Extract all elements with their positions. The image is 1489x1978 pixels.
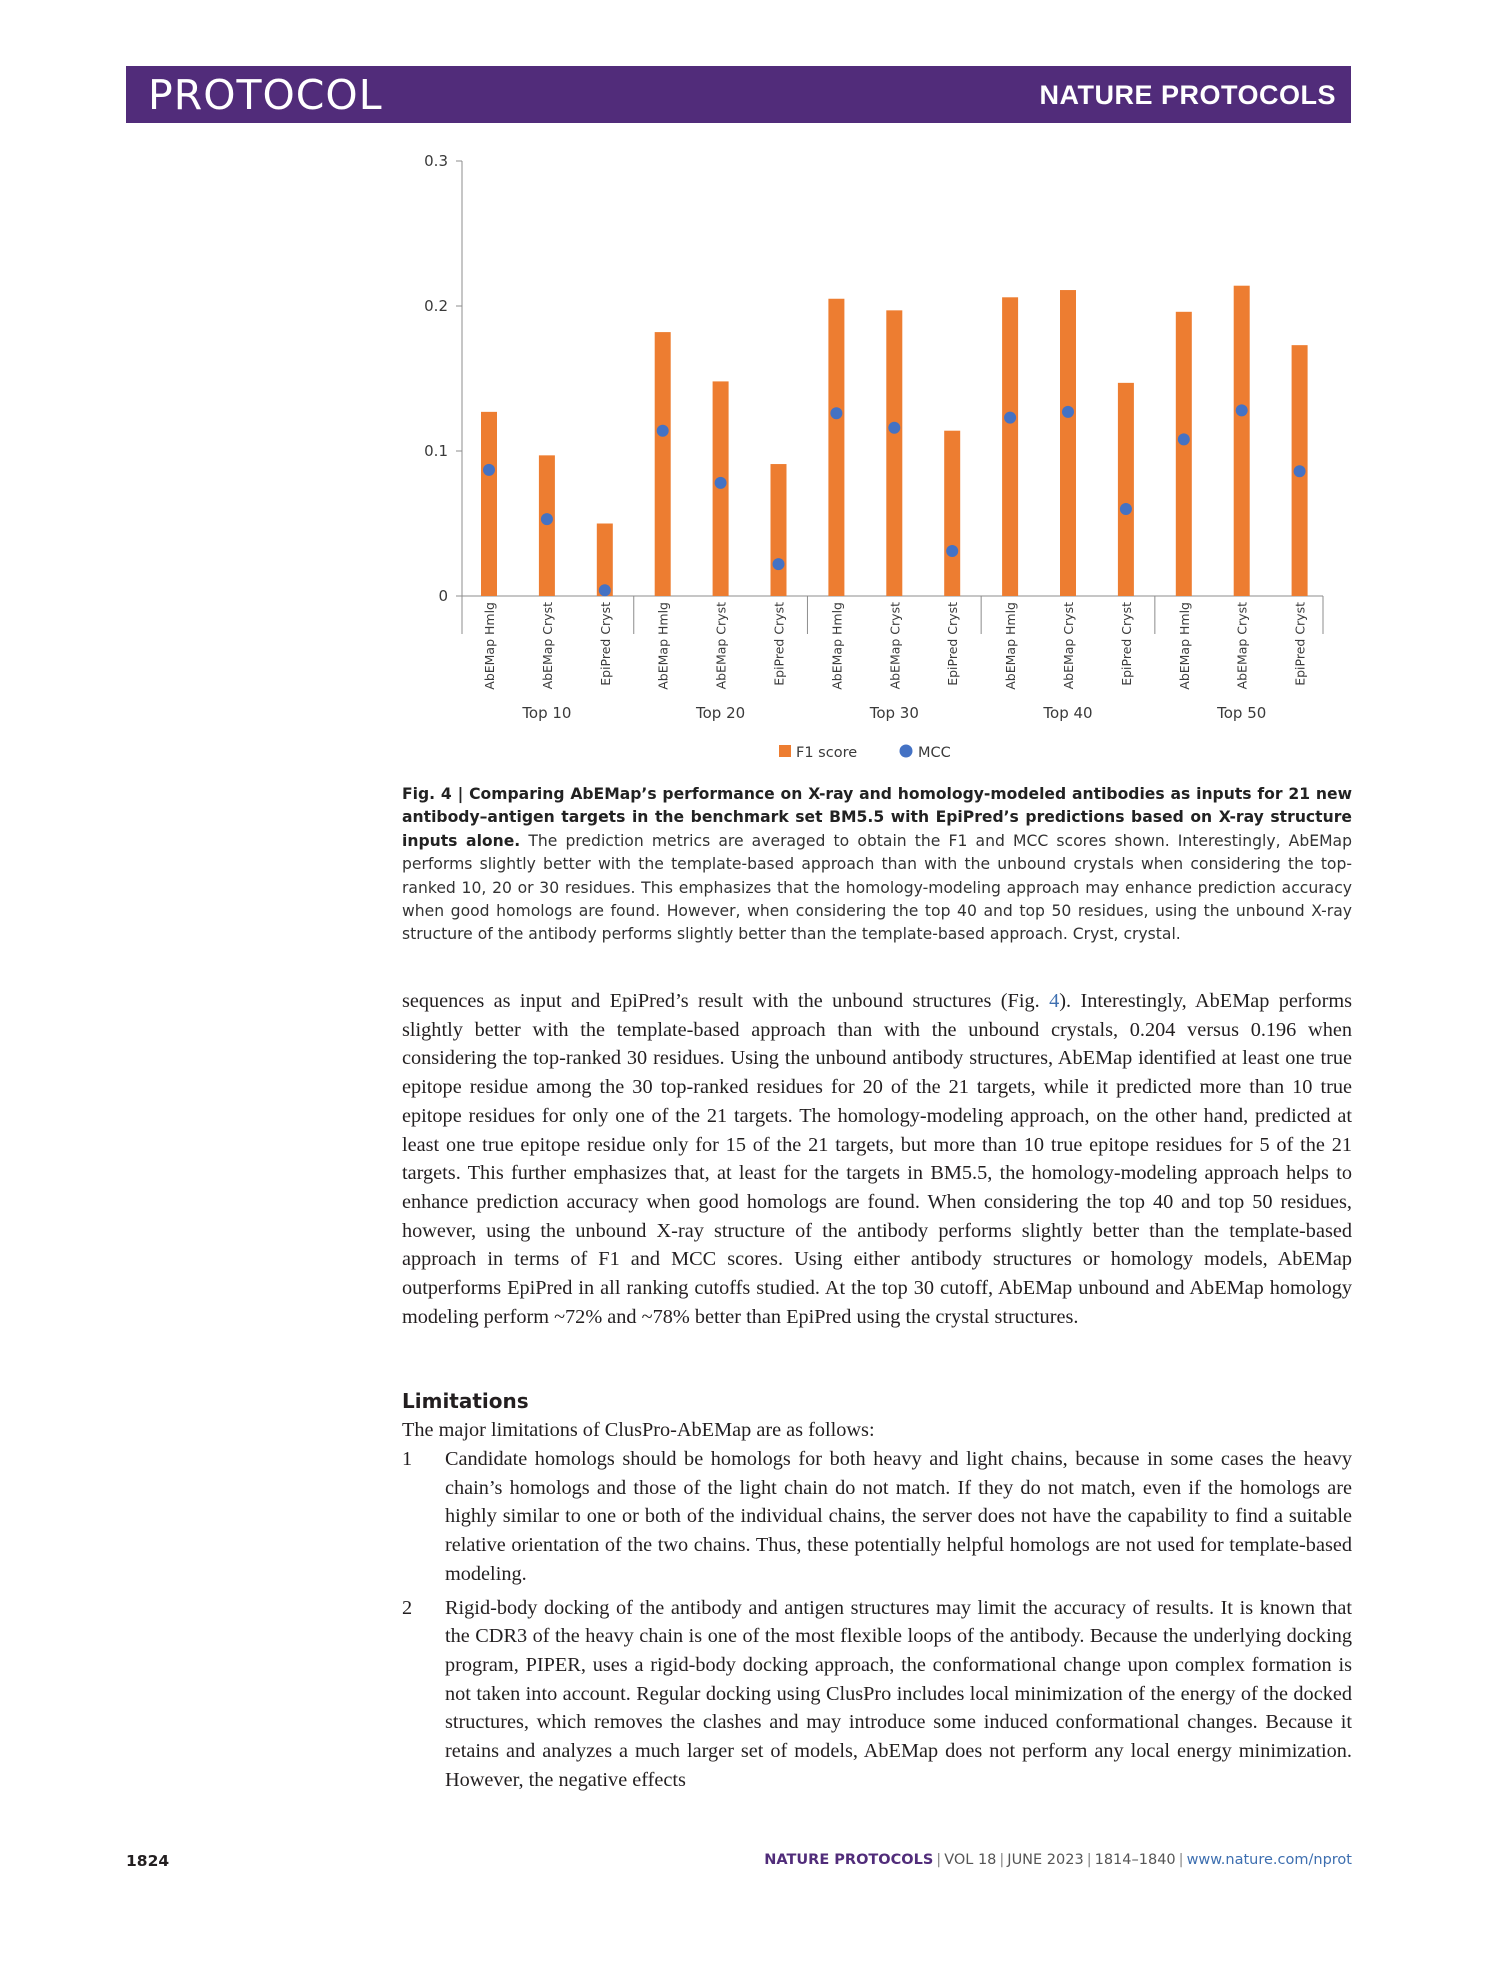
x-category-label: EpiPred Cryst (945, 601, 961, 686)
footer-date: JUNE 2023 (1007, 1852, 1084, 1868)
x-category-label: AbEMap Hmlg (482, 602, 497, 690)
legend-mcc-label: MCC (918, 745, 951, 761)
list-item (402, 1594, 1352, 1795)
x-group-label: Top 30 (869, 704, 919, 722)
x-category-label: AbEMap Hmlg (1176, 602, 1192, 690)
mcc-point (1294, 465, 1306, 477)
y-tick-label: 0.2 (424, 297, 448, 315)
f1-bar (771, 464, 787, 596)
footer-journal: NATURE PROTOCOLS (764, 1852, 934, 1868)
x-category-label: AbEMap Cryst (539, 602, 555, 690)
mcc-point (483, 464, 495, 476)
f1-bar (828, 299, 844, 596)
x-group-label: Top 50 (1217, 704, 1267, 722)
x-category-label: AbEMap Cryst (887, 602, 903, 690)
x-category-label: AbEMap Hmlg (829, 602, 845, 690)
f1-bar (1234, 286, 1250, 596)
body-text-end: ). Interestingly, AbEMap performs slightly better with the template-based approach than with the unbound crystals, 0.204 versus 0.196 when considering the top-ranked 30 residues. Using the unbound antibody structures, AbEMap identified at least one true epitope residue among the 30 top-ranked residues for 20 of the 21 targets, while it predicted more than 10 true epitope residues for only one of the 21 targets. The homology-modeling approach, on the other hand, predicted at least one true epitope residue only for 15 of the 21 targets, but more than 10 true epitope residues for 5 of the 21 targets. This further emphasizes that, at least for the targets in BM5.5, the homology-modeling approach helps to enhance prediction accuracy when good homologs are found. When considering the top 40 and top 50 residues, however, using the unbound X-ray structure of the antibody performs slightly better than the template-based approach in terms of F1 and MCC scores. Using either antibody structures or homology models, AbEMap outperforms EpiPred in all ranking cutoffs studied. At the top 30 cutoff, AbEMap unbound and AbEMap homology modeling perform ~72% and ~78% better than EpiPred using the crystal structures. (402, 990, 1352, 1328)
mcc-point (1236, 404, 1248, 416)
legend-mcc-swatch (900, 745, 913, 758)
y-tick-label: 0 (438, 587, 448, 605)
f1-bar (944, 431, 960, 596)
mcc-point (888, 422, 900, 434)
x-category-label: AbEMap Hmlg (1003, 602, 1019, 690)
f1-bar (481, 412, 497, 596)
mcc-point (1178, 433, 1190, 445)
section-label: PROTOCOL (148, 71, 383, 119)
f1-bar (655, 332, 671, 596)
f1-bar (1176, 312, 1192, 596)
figure-caption (402, 783, 1352, 947)
y-tick-label: 0.1 (424, 442, 448, 460)
mcc-point (830, 407, 842, 419)
legend-f1-swatch (779, 745, 791, 757)
x-group-label: Top 40 (1043, 704, 1093, 722)
footer-citation: NATURE PROTOCOLS | VOL 18 | JUNE 2023 | 1814–1840 | www.nature.com/nprot (764, 1852, 1352, 1868)
x-category-label: AbEMap Hmlg (655, 602, 671, 690)
mcc-point (599, 584, 611, 596)
page-number: 1824 (126, 1852, 170, 1870)
mcc-point (1062, 406, 1074, 418)
footer-url-link[interactable]: www.nature.com/nprot (1186, 1852, 1352, 1868)
body-paragraph (402, 987, 1352, 1331)
list-item-text: Candidate homologs should be homologs for both heavy and light chains, because in some cases the heavy chain’s homologs and those of the light chain do not match. If they do not match, even if the homologs are highly similar to one or both of the individual chains, the server does not have the capability to find a suitable relative orientation of the two chains. Thus, these potentially helpful homologs are not used for template-based modeling. (445, 1448, 1352, 1585)
journal-name: NATURE PROTOCOLS (1039, 80, 1336, 110)
f1-bar (1002, 297, 1018, 596)
list-item (402, 1445, 1352, 1589)
mcc-point (1120, 503, 1132, 515)
x-group-label: Top 10 (522, 704, 572, 722)
x-group-label: Top 20 (696, 704, 746, 722)
footer-volume: VOL 18 (944, 1852, 997, 1868)
x-category-label: EpiPred Cryst (597, 602, 613, 686)
mcc-point (657, 425, 669, 437)
mcc-point (946, 545, 958, 557)
f1-bar (539, 455, 555, 596)
f1-bar (1060, 290, 1076, 596)
caption-text: The prediction metrics are averaged to obtain the F1 and MCC scores shown. Interestingly, AbEMap performs slightly better with the template-based approach than with the unbound crystals when considering the top-ranked 10, 20 or 30 residues. This emphasizes that the homology-modeling approach may enhance prediction accuracy when good homologs are found. However, when considering the top 40 and top 50 residues, using the unbound X-ray structure of the antibody performs slightly better than the template-based approach. Cryst, crystal. (402, 831, 1352, 944)
x-category-label: EpiPred Cryst (1292, 602, 1308, 686)
limitations-intro: The major limitations of ClusPro-AbEMap are as follows: (402, 1419, 875, 1441)
mcc-point (1004, 412, 1016, 424)
limitations-heading: Limitations (402, 1389, 529, 1413)
f1-bar (886, 310, 902, 596)
x-category-label: AbEMap Cryst (713, 602, 729, 690)
list-item-text: Rigid-body docking of the antibody and antigen structures may limit the accuracy of results. It is known that the CDR3 of the heavy chain is one of the most flexible loops of the antibody. Because the underlying docking program, PIPER, uses a rigid-body docking approach, the conformational change upon complex formation is not taken into account. Regular docking using ClusPro includes local minimization of the energy of the docked structures, which removes the clashes and may introduce some induced conformational changes. Because it retains and analyzes a much larger set of models, AbEMap does not perform any local energy minimization. However, the negative effects (445, 1596, 1352, 1791)
footer-pages: 1814–1840 (1094, 1852, 1176, 1868)
x-category-label: EpiPred Cryst (771, 602, 787, 686)
legend-f1-label: F1 score (796, 745, 858, 761)
x-category-label: EpiPred Cryst (1118, 602, 1134, 686)
figure-reference-link[interactable]: 4 (1049, 990, 1060, 1012)
mcc-point (773, 558, 785, 570)
x-category-label: AbEMap Cryst (1234, 602, 1250, 690)
list-item-number: 1 (402, 1448, 413, 1470)
f1-bar (1118, 383, 1134, 596)
figure-4-chart (0, 0, 1489, 780)
caption-label: Fig. 4 | Comparing AbEMap’s performance on X-ray and homology-modeled antibodies as inputs for 21 new antibody–antigen targets in the benchmark set BM5.5 with EpiPred’s predictions based on X-ray structure inputs alone. (402, 785, 1352, 850)
x-category-label: AbEMap Cryst (1061, 602, 1076, 690)
body-text-start: sequences as input and EpiPred’s result with the unbound structures (Fig. (402, 990, 1050, 1012)
limitations-list (402, 1445, 1352, 1799)
mcc-point (715, 477, 727, 489)
list-item-number: 2 (402, 1596, 413, 1619)
y-tick-label: 0.3 (424, 152, 448, 170)
mcc-point (541, 513, 553, 525)
